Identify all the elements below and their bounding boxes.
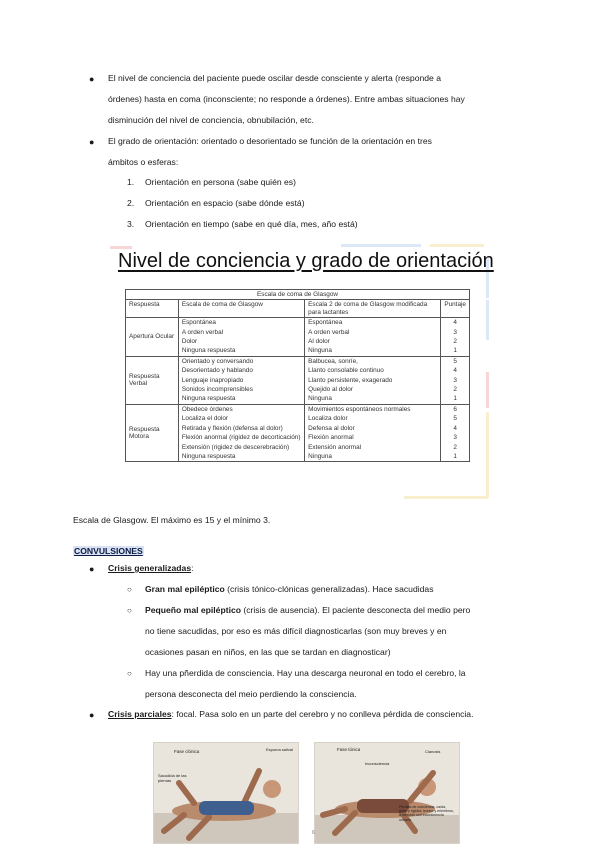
clonic-phase-illustration [153, 742, 299, 844]
circle-bullet: ○ [127, 669, 132, 678]
seizure-figure-icon [315, 743, 459, 843]
table-cell: Ninguna [305, 452, 441, 462]
table-cell: Ninguna [305, 346, 441, 356]
pequeno-mal-term: Pequeño mal epiléptico [145, 605, 241, 615]
image-label: Fase clónica [174, 749, 200, 754]
bullet-dot: ● [89, 710, 95, 720]
table-cell: 4 [441, 424, 470, 433]
table-cell: Ninguna respuesta [178, 394, 304, 404]
table-cell: Flexión anormal (rigidez de decorticación) [178, 433, 304, 442]
table-cell: Balbucea, sonríe, [305, 356, 441, 366]
response-category: Respuesta Verbal [126, 356, 179, 404]
table-cell: 2 [441, 443, 470, 452]
column-header: Puntaje [441, 300, 470, 318]
list-item: 2. Orientación en espacio (sabe dónde está) [127, 198, 305, 208]
text-line: ámbitos o esferas: [108, 157, 179, 167]
text-line: Hay una pñerdida de consciencia. Hay una descarga neuronal en todo el cerebro, la [145, 668, 466, 678]
column-header: Respuesta [126, 300, 179, 318]
table-cell: Ninguna respuesta [178, 452, 304, 462]
crisis-parciales-line [108, 704, 473, 725]
decor-bar [486, 300, 489, 340]
table-cell: 1 [441, 394, 470, 404]
table-cell: 1 [441, 346, 470, 356]
image-label: Fase tónica [337, 747, 361, 752]
response-category: Respuesta Motora [126, 404, 179, 461]
text-line: disminución del nivel de conciencia, obnubilación, etc. [108, 115, 314, 125]
seizure-figure-icon [154, 743, 298, 843]
text-line: El grado de orientación: orientado o desorientado se función de la orientación en tres [108, 136, 432, 146]
table-cell: 3 [441, 376, 470, 385]
text-line: órdenes) hasta en coma (inconsciente; no responde a órdenes). Entre ambas situaciones hay [108, 94, 465, 104]
table-cell: 5 [441, 356, 470, 366]
gran-mal-text: (crisis tónico-clónicas generalizadas). Hace sacudidas [224, 584, 434, 594]
table-cell: Al dolor [305, 337, 441, 346]
table-cell: Orientado y conversando [178, 356, 304, 366]
bullet-dot: ● [89, 74, 95, 84]
table-cell: Llanto consolable continuo [305, 366, 441, 375]
crisis-generalizadas-line [108, 558, 194, 579]
intro-paragraph-1 [108, 68, 528, 131]
image-label: Pérdida de conciencia, caída, grito, y rigidez, tronco y miembros, a menudo con incontinencia urinaria [399, 805, 454, 822]
image-label: Inconsciencia [365, 761, 390, 766]
bullet-dot: ● [89, 564, 95, 574]
figure-caption: Escala de Glasgow. El máximo es 15 y el mínimo 3. [73, 515, 271, 525]
image-label: Cianosis [425, 749, 441, 754]
table-cell: A orden verbal [178, 328, 304, 337]
table-cell: 2 [441, 385, 470, 394]
decor-bar [110, 246, 132, 249]
bullet-dot: ● [89, 137, 95, 147]
crisis-parciales-text: : focal. Pasa solo en un parte del cerebro y no conlleva pérdida de consciencia. [171, 709, 474, 719]
decor-bar [341, 244, 421, 247]
table-cell: 1 [441, 452, 470, 462]
table-cell: Extensión anormal [305, 443, 441, 452]
list-item: 1. Orientación en persona (sabe quién es) [127, 177, 296, 187]
gran-mal-line [145, 579, 434, 600]
table-cell: 4 [441, 318, 470, 328]
list-item: 3. Orientación en tiempo (sabe en qué día, mes, año está) [127, 219, 358, 229]
column-header: Escala 2 de coma de Glasgow modificada para lactantes [305, 300, 441, 318]
decor-bar [430, 244, 484, 247]
text-line: persona desconecta del meio perdiendo la consciencia. [145, 689, 357, 699]
crisis-generalizadas-label: Crisis generalizadas [108, 563, 192, 573]
table-row [126, 404, 470, 414]
table-cell: Llanto persistente, exagerado [305, 376, 441, 385]
table-cell: 6 [441, 404, 470, 414]
figure-title: Nivel de conciencia y grado de orientación [118, 250, 494, 272]
crisis-parciales-label: Crisis parciales [108, 709, 172, 719]
table-cell: Espontánea [178, 318, 304, 328]
table-cell: Flexión anormal [305, 433, 441, 442]
table-row [126, 290, 470, 300]
table-cell: Retirada y flexión (defensa al dolor) [178, 424, 304, 433]
circle-bullet: ○ [127, 585, 132, 594]
table-cell: Obedece órdenes [178, 404, 304, 414]
table-caption: Escala de coma de Glasgow [126, 290, 470, 300]
table-cell: Localiza dolor [305, 414, 441, 423]
table-cell: A orden verbal [305, 328, 441, 337]
table-cell: Localiza el dolor [178, 414, 304, 423]
table-header-row [126, 300, 470, 318]
table-cell: 5 [441, 414, 470, 423]
table-cell: Ninguna respuesta [178, 346, 304, 356]
table-cell: 3 [441, 328, 470, 337]
image-label: Espuma salival [266, 747, 293, 752]
perdida-paragraph [145, 663, 528, 705]
table-cell: 3 [441, 433, 470, 442]
text-line: Pequeño mal epiléptico (crisis de ausencia). El paciente desconecta del medio pero [145, 605, 471, 615]
pequeno-mal-paragraph [145, 600, 528, 663]
colon: : [191, 563, 194, 573]
intro-paragraph-2 [108, 131, 528, 173]
table-cell: 2 [441, 337, 470, 346]
text-line: ocasiones pasan en niños, en las que se tardan en diagnosticar) [145, 647, 391, 657]
glasgow-table [125, 289, 470, 462]
text-line: El nivel de conciencia del paciente puede oscilar desde consciente y alerta (responde a [108, 73, 441, 83]
table-body [126, 318, 470, 462]
table-cell: Extensión (rigidez de descerebración) [178, 443, 304, 452]
decor-bar [486, 372, 489, 408]
circle-bullet: ○ [127, 606, 132, 615]
tonic-phase-illustration [314, 742, 460, 844]
column-header: Escala de coma de Glasgow [178, 300, 304, 318]
table-cell: Desorientado y hablando [178, 366, 304, 375]
table-cell: Lenguaje inapropiado [178, 376, 304, 385]
page-number: 6 [312, 830, 315, 836]
image-label: Sacudida de las piernas [158, 773, 187, 783]
decor-bar [486, 412, 489, 498]
gran-mal-term: Gran mal epiléptico [145, 584, 225, 594]
orientation-list [127, 172, 358, 235]
table-row [126, 356, 470, 366]
table-cell: Movimientos espontáneos normales [305, 404, 441, 414]
table-cell: Quejido al dolor [305, 385, 441, 394]
table-row [126, 318, 470, 328]
text-line: no tiene sacudidas, por eso es más difícil diagnosticarlas (son muy breves y en [145, 626, 447, 636]
table-cell: Sonidos incomprensibles [178, 385, 304, 394]
decor-bar [404, 496, 488, 499]
table-cell: 4 [441, 366, 470, 375]
table-cell: Dolor [178, 337, 304, 346]
table-cell: Espontánea [305, 318, 441, 328]
table-cell: Defensa al dolor [305, 424, 441, 433]
section-heading: CONVULSIONES [74, 546, 143, 556]
table-cell: Ninguna [305, 394, 441, 404]
response-category: Apertura Ocular [126, 318, 179, 357]
